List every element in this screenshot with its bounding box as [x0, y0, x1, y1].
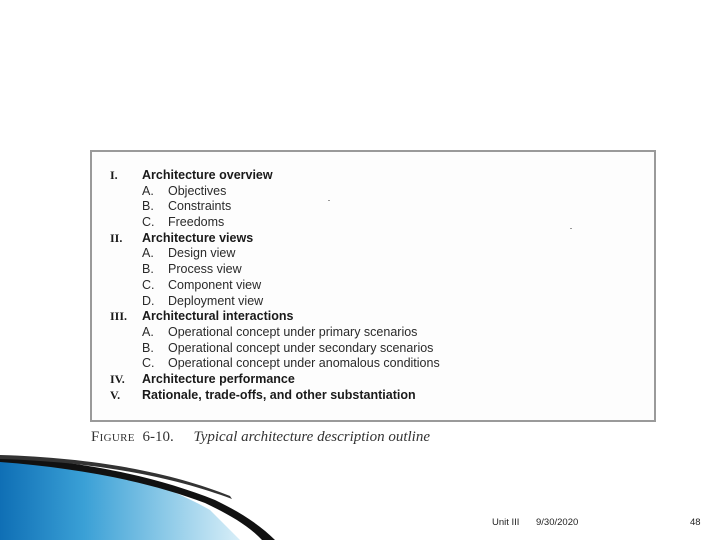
section-numeral: III.	[110, 309, 128, 324]
footer-page-number: 48	[690, 517, 701, 528]
figure-box	[90, 150, 656, 422]
section-numeral: V.	[110, 387, 121, 402]
subitem-letter: B.	[142, 199, 154, 214]
footer-date: 9/30/2020	[536, 517, 579, 528]
subitem-text: Process view	[168, 262, 242, 277]
footer-unit: Unit III	[492, 517, 520, 528]
subitem-letter: C.	[142, 356, 155, 371]
section-title: Architecture views	[142, 230, 254, 245]
section-numeral: II.	[110, 230, 123, 245]
subitem-text: Component view	[168, 277, 262, 292]
subitem-letter: A.	[142, 246, 154, 261]
section-title: Architectural interactions	[142, 309, 294, 324]
section-numeral: IV.	[110, 371, 125, 386]
subitem-text: Operational concept under primary scenarios	[168, 324, 418, 339]
subitem-letter: A.	[142, 324, 154, 339]
subitem-text: Design view	[168, 246, 236, 261]
section-title: Rationale, trade-offs, and other substantiation	[142, 387, 416, 402]
figure-caption	[91, 429, 430, 446]
subitem-letter: C.	[142, 277, 155, 292]
scan-speck	[328, 200, 330, 201]
subitem-text: Operational concept under secondary scenarios	[168, 340, 434, 355]
subitem-text: Deployment view	[168, 293, 264, 308]
subitem-letter: A.	[142, 183, 154, 198]
subitem-text: Freedoms	[168, 215, 225, 230]
section-title: Architecture overview	[142, 168, 273, 182]
caption-number: 6-10.	[142, 429, 174, 445]
caption-label: Figure	[91, 429, 135, 445]
scan-speck	[570, 228, 572, 229]
subitem-letter: D.	[142, 293, 155, 308]
section-title: Architecture performance	[142, 371, 295, 386]
subitem-letter: C.	[142, 215, 155, 230]
subitem-text: Objectives	[168, 183, 227, 198]
caption-title: Typical architecture description outline	[193, 429, 430, 445]
subitem-letter: B.	[142, 262, 154, 277]
subitem-text: Operational concept under anomalous conditions	[168, 356, 440, 371]
subitem-text: Constraints	[168, 199, 232, 214]
section-numeral: I.	[110, 168, 118, 182]
subitem-letter: B.	[142, 340, 154, 355]
